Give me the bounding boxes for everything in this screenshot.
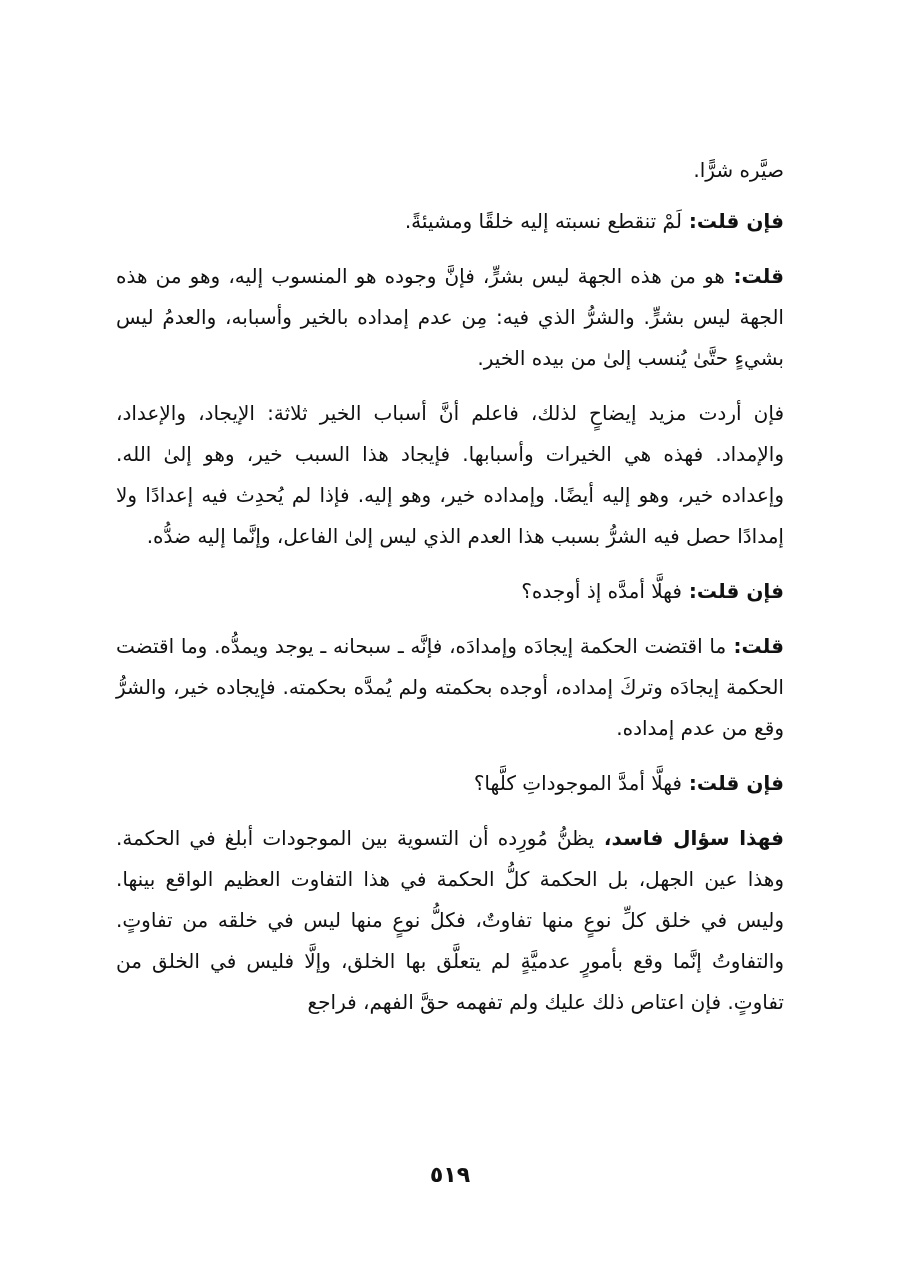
paragraph-1-text: صيَّره شرًّا. <box>693 158 784 182</box>
paragraph-6-lead: قلت: <box>726 634 784 658</box>
paragraph-7-lead: فإن قلت: <box>681 771 784 795</box>
paragraph-2-text: لَمْ تنقطع نسبته إليه خلقًا ومشيئةً. <box>404 209 682 233</box>
paragraph-4-text: فإن أردت مزيد إيضاحٍ لذلك، فاعلم أنَّ أسباب الخير ثلاثة: الإيجاد، والإعداد، والإمداد. فهذه هي الخيرات وأسبابها. فإيجاد هذا السبب خير، وهو إلىٰ الله. وإعداده خير، وهو إليه أيضًا. وإمداده خير، وهو إليه. فإذا لم يُحدِث فيه إعدادًا ولا إمدادًا حصل فيه الشرُّ بسبب هذا العدم الذي ليس إلىٰ الفاعل، وإنَّما إليه ضدُّه. <box>116 401 784 548</box>
paragraph-7-text: فهلَّا أمدَّ الموجوداتِ كلَّها؟ <box>473 771 682 795</box>
paragraph-1 <box>116 150 784 191</box>
paragraph-5-lead: فإن قلت: <box>681 579 784 603</box>
paragraph-2-lead: فإن قلت: <box>681 209 784 233</box>
paragraph-6-text: ما اقتضت الحكمة إيجادَه وإمدادَه، فإنَّه ـ سبحانه ـ يوجد ويمدُّه. وما اقتضت الحكمة إيجادَه وتركَ إمداده، أوجده بحكمته ولم يُمدَّه بحكمته. فإيجاده خير، والشرُّ وقع من عدم إمداده. <box>116 634 784 740</box>
paragraph-3-text: هو من هذه الجهة ليس بشرٍّ، فإنَّ وجوده هو المنسوب إليه، وهو من هذه الجهة ليس بشرٍّ. والشرُّ الذي فيه: مِن عدم إمداده بالخير وأسبابه، والعدمُ ليس بشيءٍ حتَّىٰ يُنسب إلىٰ من بيده الخير. <box>116 264 784 370</box>
paragraph-7 <box>116 763 784 804</box>
paragraph-8-text: يظنُّ مُورِده أن التسوية بين الموجودات أبلغ في الحكمة. وهذا عين الجهل، بل الحكمة كلُّ الحكمة في هذا التفاوت العظيم الواقع بينها. وليس في خلق كلِّ نوعٍ منها تفاوتٌ، فكلُّ نوعٍ منها ليس في خلقه من تفاوتٍ. والتفاوتُ إنَّما وقع بأمورٍ عدميَّةٍ لم يتعلَّق بها الخلق، وإلَّا فليس في الخلق من تفاوتٍ. فإن اعتاص ذلك عليك ولم تفهمه حقَّ الفهم، فراجع <box>116 826 784 1014</box>
paragraph-8-lead: فهذا سؤال فاسد، <box>594 826 785 850</box>
paragraph-5-text: فهلَّا أمدَّه إذ أوجده؟ <box>521 579 682 603</box>
page-body <box>116 150 784 1037</box>
paragraph-8 <box>116 818 784 1023</box>
paragraph-5 <box>116 571 784 612</box>
paragraph-2 <box>116 201 784 242</box>
paragraph-3-lead: قلت: <box>724 264 784 288</box>
paragraph-3 <box>116 256 784 379</box>
paragraph-4 <box>116 393 784 557</box>
paragraph-6 <box>116 626 784 749</box>
page-number: ٥١٩ <box>429 1163 471 1188</box>
